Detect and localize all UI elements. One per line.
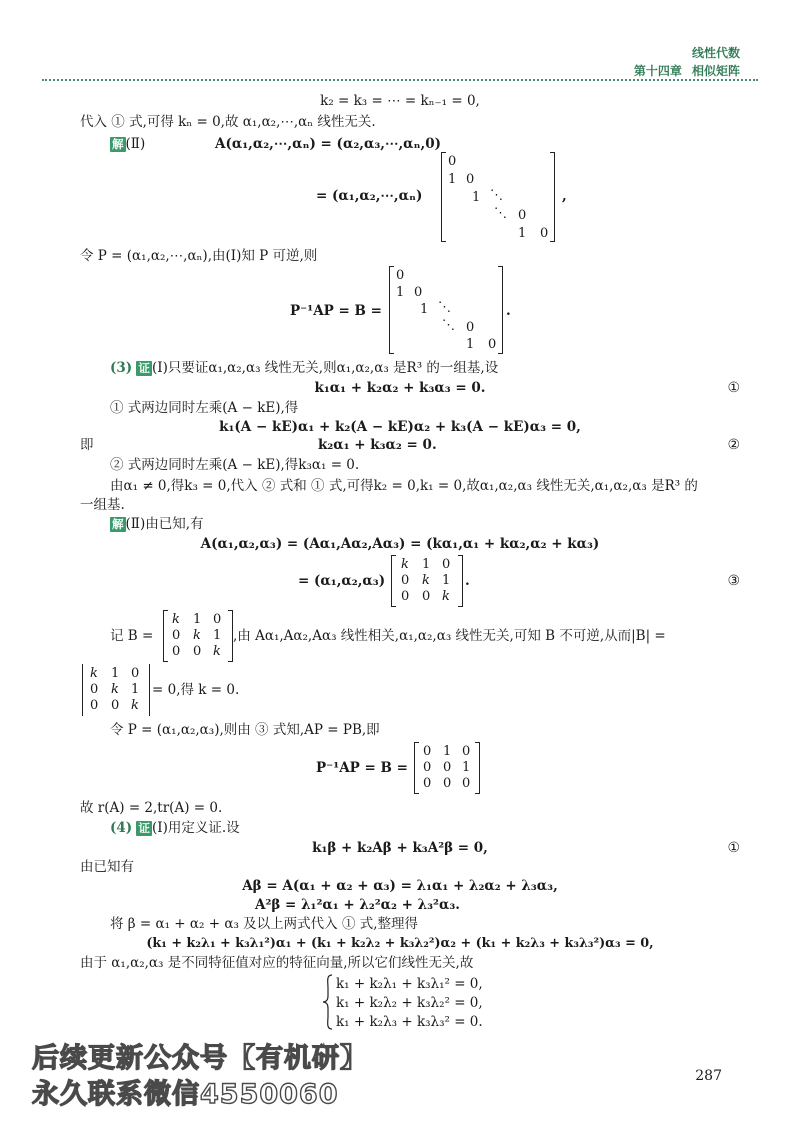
cell: 1: [213, 628, 222, 643]
cell: 1: [396, 285, 405, 300]
cell: 1: [442, 573, 451, 588]
cell: 1: [472, 190, 481, 205]
cell: 0: [462, 744, 471, 759]
cell: k: [90, 666, 98, 681]
text-substitute: 将 β = α₁ + α₂ + α₃ 及以上两式代入 ① 式,整理得: [110, 916, 419, 932]
eq-number-1b: ①: [727, 840, 740, 856]
cell: 0: [172, 644, 181, 659]
cell: 1: [420, 302, 429, 317]
solution-tag: 解: [112, 137, 124, 151]
cell: 1: [111, 666, 120, 681]
part3-heading: [110, 360, 498, 377]
text-given: (Ⅱ)由已知,有: [125, 516, 204, 532]
eq-similar-nil: P⁻¹AP = B =: [316, 760, 408, 776]
system-eq-1: k₁ + k₂λ₁ + k₃λ₁² = 0,: [336, 976, 483, 992]
cell: ⋱: [490, 188, 503, 203]
cell: 0: [462, 776, 471, 791]
eq-similar-B: P⁻¹AP = B =: [290, 303, 382, 319]
cell: 1: [422, 557, 431, 572]
text-by-definition: (Ⅰ)用定义证.设: [151, 820, 240, 836]
text-k-zero: = 0,得 k = 0.: [152, 682, 240, 698]
page-number: 287: [695, 1068, 722, 1084]
cell: 1: [466, 337, 475, 352]
cell: 0: [401, 573, 410, 588]
system-brace: [322, 974, 334, 1030]
cell: k: [111, 682, 119, 697]
system-eq-3: k₁ + k₂λ₃ + k₃λ₃² = 0.: [336, 1014, 483, 1030]
cell: 0: [448, 154, 457, 169]
jordan-matrix: [391, 555, 463, 607]
eq-A-alphas: A(α₁,α₂,α₃) = (Aα₁,Aα₂,Aα₃) = (kα₁,α₁ + kα₂,α₂ + kα₃): [200, 536, 600, 552]
watermark-line-2: 永久联系微信4550060: [32, 1079, 339, 1110]
shift-matrix-B: [389, 266, 503, 354]
cell: 0: [213, 612, 222, 627]
nilpotent-matrix: [414, 742, 480, 794]
period: .: [506, 303, 511, 319]
text-let-P: 令 P = (α₁,α₂,⋯,αₙ),由(Ⅰ)知 P 可逆,则: [80, 248, 318, 264]
watermark-line-1: 后续更新公众号【有机研】: [32, 1043, 368, 1074]
cell: 0: [443, 776, 452, 791]
eq-shift-matrix-form: = (α₁,α₂,⋯,αₙ): [316, 188, 423, 204]
eq-collected: (k₁ + k₂λ₁ + k₃λ₁²)α₁ + (k₁ + k₂λ₂ + k₃λ₂²)α₂ + (k₁ + k₂λ₃ + k₃λ₃²)α₃ = 0,: [146, 936, 654, 951]
cell: k: [442, 589, 450, 604]
cell: 0: [193, 644, 202, 659]
cell: ⋱: [442, 318, 455, 333]
chapter-title: 第十四章 相似矩阵: [633, 64, 740, 78]
eq-1-comb: k₁α₁ + k₂α₂ + k₃α₃ = 0.: [314, 380, 486, 396]
cell: 0: [131, 666, 140, 681]
cell: 0: [423, 744, 432, 759]
text-a-basis: 一组基.: [80, 497, 125, 513]
proof-tag: 证: [138, 361, 150, 375]
eq-A-beta: Aβ = A(α₁ + α₂ + α₃) = λ₁α₁ + λ₂α₂ + λ₃α₃,: [242, 878, 558, 894]
cell: 0: [466, 172, 475, 187]
header-divider: [42, 79, 758, 81]
text-known: 由已知有: [80, 859, 134, 875]
text-B-singular: ,由 Aα₁,Aα₂,Aα₃ 线性相关,α₁,α₂,α₃ 线性无关,可知 B 不可逆,从而|B| =: [233, 628, 666, 644]
system-eq-2: k₁ + k₂λ₂ + k₃λ₂² = 0,: [336, 995, 483, 1011]
cell: 1: [448, 172, 457, 187]
cell: 0: [466, 320, 475, 335]
eq-A2-beta: A²β = λ₁²α₁ + λ₂²α₂ + λ₃²α₃.: [255, 897, 460, 913]
cell: 0: [414, 285, 423, 300]
eq-number-2: ②: [727, 437, 740, 453]
jordan-determinant: [82, 664, 150, 716]
cell: 0: [540, 226, 549, 241]
cell: 0: [423, 776, 432, 791]
cell: k: [401, 557, 409, 572]
cell: 0: [422, 589, 431, 604]
text-independent: 代入 ① 式,可得 kₙ = 0,故 α₁,α₂,⋯,αₙ 线性无关.: [80, 114, 376, 130]
cell: k: [422, 573, 430, 588]
cell: 1: [443, 744, 452, 759]
text-distinct-eigen: 由于 α₁,α₂,α₃ 是不同特征值对应的特征向量,所以它们线性无关,故: [80, 955, 474, 971]
cell: 1: [462, 760, 471, 775]
shift-matrix: [441, 152, 555, 242]
text-part3-goal: (Ⅰ)只要证α₁,α₂,α₃ 线性无关,则α₁,α₂,α₃ 是R³ 的一组基,设: [151, 360, 499, 376]
solution-II-part3: [110, 516, 204, 533]
text-k3-alpha1: ② 式两边同时左乘(A − kE),得k₃α₁ = 0.: [110, 457, 360, 473]
cell: ⋱: [438, 300, 451, 315]
cell: 0: [90, 682, 99, 697]
cell: 0: [423, 760, 432, 775]
cell: 0: [443, 760, 452, 775]
jordan-matrix-B: [163, 610, 233, 662]
cell: k: [193, 628, 201, 643]
text-AP-PB: 令 P = (α₁,α₂,α₃),则由 ③ 式知,AP = PB,即: [110, 722, 380, 738]
cell: 0: [401, 589, 410, 604]
label-II: (Ⅱ): [125, 136, 146, 152]
cell: 0: [488, 337, 497, 352]
cell: k: [213, 644, 221, 659]
text-left-multiply: ① 式两边同时左乘(A − kE),得: [110, 400, 299, 416]
cell: ⋱: [494, 206, 507, 221]
part4-label: (4): [110, 820, 133, 836]
part4-heading: [110, 820, 240, 837]
cell: 0: [111, 698, 120, 713]
eq-beta-comb: k₁β + k₂Aβ + k₃A²β = 0,: [312, 840, 488, 856]
eq-2: k₂α₁ + k₃α₂ = 0.: [318, 437, 437, 453]
period: .: [465, 573, 470, 589]
cell: 0: [396, 268, 405, 283]
solution-II-label: [110, 136, 145, 153]
cell: 0: [518, 208, 527, 223]
text-conclude-basis: 由α₁ ≠ 0,得k₃ = 0,代入 ② 式和 ① 式,可得k₂ = 0,k₁ = 0,故α₁,α₂,α₃ 线性无关,α₁,α₂,α₃ 是R³ 的: [110, 478, 698, 494]
cell: 0: [172, 628, 181, 643]
book-title: 线性代数: [691, 46, 740, 60]
cell: 1: [518, 226, 527, 241]
cell: 0: [442, 557, 451, 572]
eq-A-shift: A(α₁,α₂,⋯,αₙ) = (α₂,α₃,⋯,αₙ,0): [215, 136, 442, 152]
text-let-B: 记 B =: [110, 628, 154, 644]
proof-tag: 证: [138, 821, 150, 835]
text-ji: 即: [80, 437, 94, 453]
comma: ,: [562, 188, 567, 204]
eq-number-1: ①: [727, 380, 740, 396]
cell: k: [172, 612, 180, 627]
eq-number-3: ③: [727, 573, 740, 589]
eq-3-lhs: = (α₁,α₂,α₃): [298, 573, 386, 589]
cell: 0: [90, 698, 99, 713]
eq-k-zero: k₂ = k₃ = ⋯ = kₙ₋₁ = 0,: [320, 93, 480, 109]
cell: k: [131, 698, 139, 713]
cell: 1: [193, 612, 202, 627]
solution-tag: 解: [112, 517, 124, 531]
text-rank-trace: 故 r(A) = 2,tr(A) = 0.: [80, 800, 223, 816]
part3-label: (3): [110, 360, 133, 376]
eq-expanded: k₁(A − kE)α₁ + k₂(A − kE)α₂ + k₃(A − kE)α₃ = 0,: [219, 419, 581, 435]
cell: 1: [131, 682, 140, 697]
